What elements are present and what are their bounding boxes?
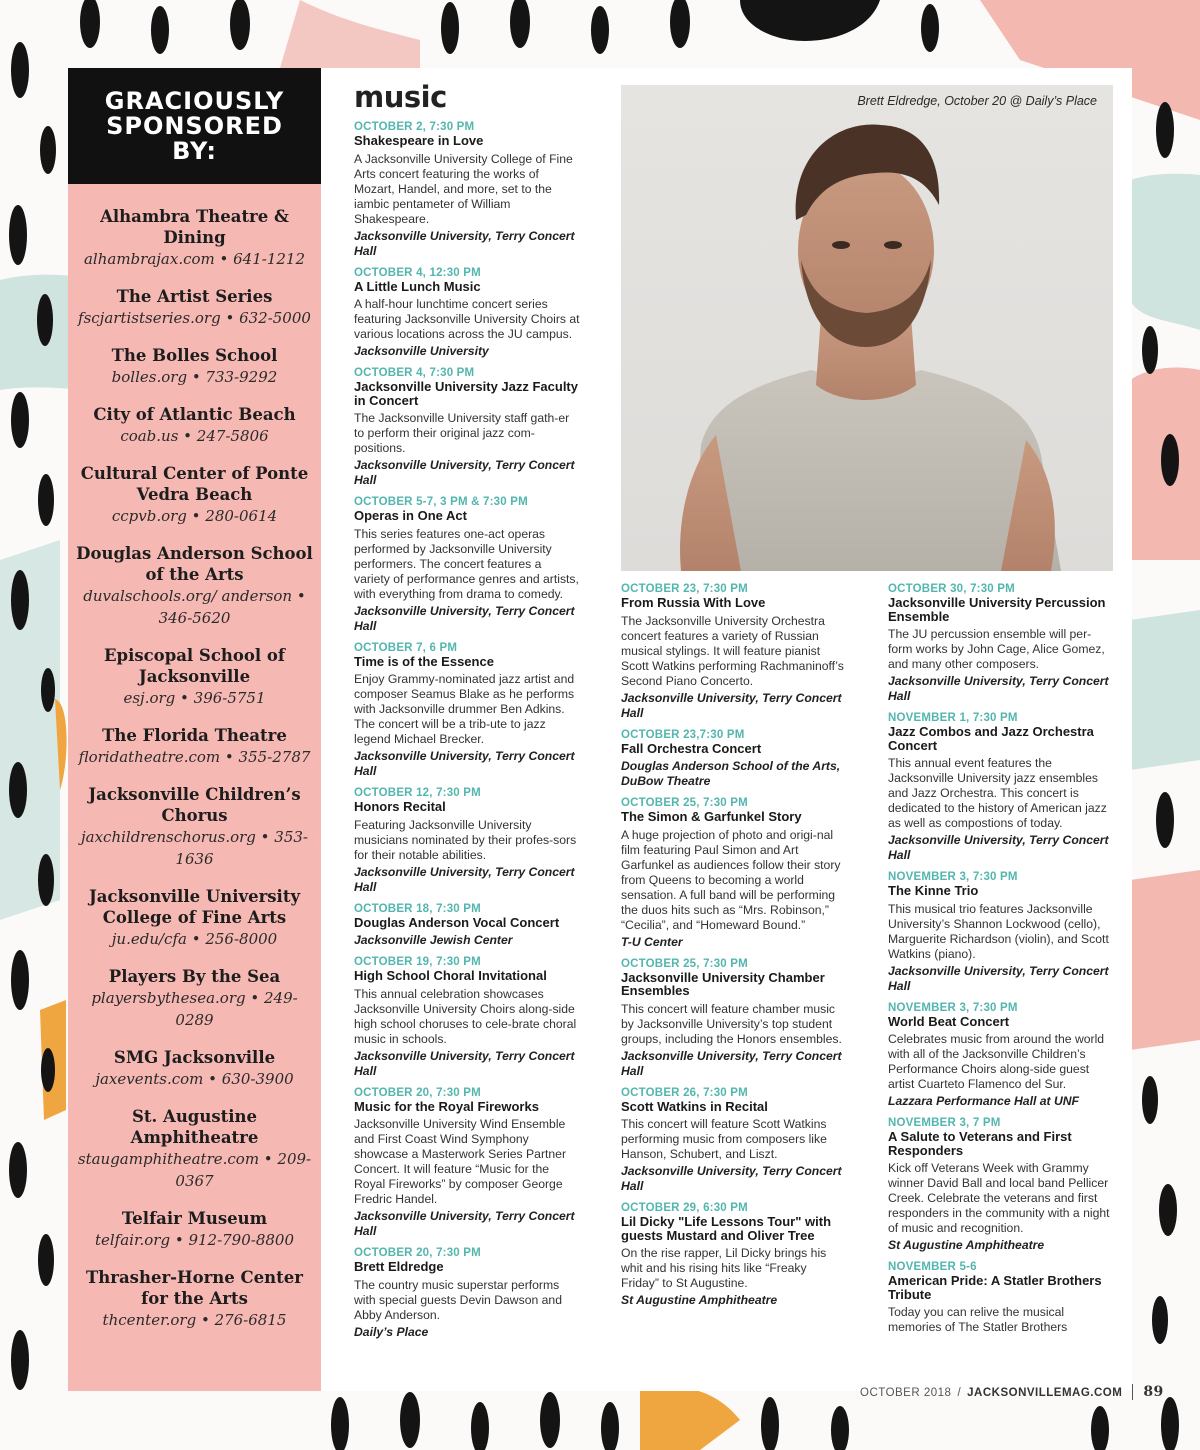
sponsor-name: The Artist Series — [116, 287, 273, 306]
event-date: OCTOBER 25, 7:30 PM — [621, 957, 748, 970]
portrait-illustration — [621, 85, 1113, 571]
event-listing — [621, 797, 847, 950]
events-column-3 — [888, 583, 1114, 1343]
event-venue: Jacksonville University, Terry Concert Hall — [888, 674, 1109, 703]
event-description: On the rise rapper, Lil Dicky brings his whit and his rising hits like “Freaky Friday” to St Augustine. — [621, 1246, 827, 1290]
sponsor-name: Alhambra Theatre & Dining — [100, 207, 289, 247]
event-title: Scott Watkins in Recital — [621, 1098, 768, 1114]
page-footer — [860, 1384, 1164, 1400]
sponsor-item — [76, 404, 313, 447]
event-listing — [354, 1087, 580, 1240]
event-title: Honors Recital — [354, 799, 446, 814]
sponsor-item — [76, 463, 313, 527]
sponsor-name: Jacksonville University College of Fine Arts — [88, 887, 301, 927]
event-listing — [354, 121, 580, 259]
sponsor-heading: GRACIOUSLY SPONSORED BY: — [68, 68, 321, 184]
sponsor-name: St. Augustine Amphitheatre — [130, 1107, 259, 1147]
event-venue: Douglas Anderson School of the Arts, DuBow Theatre — [621, 759, 841, 788]
event-title: Lil Dicky "Life Lessons Tour" with guests Mustard and Oliver Tree — [621, 1214, 832, 1243]
event-date: OCTOBER 20, 7:30 PM — [354, 1247, 481, 1259]
event-date: OCTOBER 5-7, 3 PM & 7:30 PM — [354, 496, 528, 508]
event-date: OCTOBER 18, 7:30 PM — [354, 902, 481, 915]
event-date: OCTOBER 30, 7:30 PM — [888, 583, 1015, 595]
event-date: OCTOBER 19, 7:30 PM — [354, 956, 481, 968]
event-venue: Jacksonville University — [354, 344, 489, 358]
event-description: A half-hour lunchtime concert series featuring Jacksonville University Choirs at various locations across the JU campus. — [354, 297, 580, 341]
event-title: American Pride: A Statler Brothers Tribute — [888, 1273, 1102, 1302]
event-description: The Jacksonville University Orchestra concert features a variety of Russian musical stylings. It will feature pianist Scott Watkins performing Rachmaninoff’s Second Piano Concerto. — [621, 613, 844, 688]
sponsor-contact: floridatheatre.com • 355-2787 — [78, 748, 311, 766]
event-listing — [888, 583, 1114, 704]
event-title: Fall Orchestra Concert — [621, 740, 762, 756]
sponsor-contact: esj.org • 396-5751 — [123, 689, 266, 707]
event-listing — [621, 958, 847, 1079]
sponsor-sidebar — [68, 68, 321, 1391]
page-number: 89 — [1132, 1384, 1163, 1400]
sponsor-contact: duvalschools.org/ anderson • 346-5620 — [83, 587, 306, 627]
event-listing — [354, 496, 580, 634]
sponsor-item — [76, 645, 313, 709]
event-date: OCTOBER 26, 7:30 PM — [621, 1086, 748, 1099]
event-listing — [888, 1002, 1114, 1110]
sponsor-name: The Florida Theatre — [102, 726, 287, 745]
event-listing — [888, 712, 1114, 863]
event-title: Douglas Anderson Vocal Concert — [354, 914, 560, 930]
sponsor-contact: coab.us • 247-5806 — [120, 427, 269, 445]
event-description: The country music superstar performs with special guests Devin Dawson and Abby Anderson. — [354, 1277, 562, 1322]
event-description: The Jacksonville University staff gath-er to perform their original jazz com-positions. — [354, 411, 570, 455]
event-venue: Daily’s Place — [354, 1324, 429, 1339]
footer-issue: OCTOBER 2018 — [860, 1387, 952, 1399]
artist-photo — [621, 85, 1113, 571]
event-venue: Jacksonville University, Terry Concert Hall — [354, 228, 575, 258]
event-listing — [354, 903, 580, 949]
event-listing — [354, 267, 580, 360]
event-date: NOVEMBER 3, 7:30 PM — [888, 871, 1018, 883]
event-date: NOVEMBER 5-6 — [888, 1261, 977, 1273]
event-title: The Simon & Garfunkel Story — [621, 809, 802, 824]
sponsor-item — [76, 886, 313, 950]
event-description: Jacksonville University Wind Ensemble and First Coast Wind Symphony showcase a Masterwork Series Partner Concert. It will feature “Music for the Royal Fireworks” by composer George Fredric Handel. — [354, 1117, 567, 1206]
event-title: Music for the Royal Fireworks — [354, 1098, 539, 1114]
event-listing — [354, 367, 580, 488]
events-column-1 — [354, 121, 580, 1348]
event-description: This musical trio features Jacksonville University’s Shannon Lockwood (cello), Marguerite Richardson (violin), and Scott Watkins (piano). — [888, 901, 1109, 961]
event-description: Today you can relive the musical memories of The Statler Brothers — [888, 1305, 1068, 1334]
sponsor-item — [76, 1047, 313, 1090]
event-title: A Little Lunch Music — [354, 278, 481, 294]
event-listing — [354, 642, 580, 780]
event-title: World Beat Concert — [888, 1013, 1010, 1029]
event-date: OCTOBER 23, 7:30 PM — [621, 583, 748, 595]
event-description: Enjoy Grammy-nominated jazz artist and composer Seamus Blake as he performs with Jacksonville drummer Ben Adkins. The concert will be a trib-ute to jazz legend Michael Brecker. — [354, 672, 575, 746]
event-date: OCTOBER 2, 7:30 PM — [354, 121, 475, 133]
event-venue: Lazzara Performance Hall at UNF — [888, 1094, 1080, 1108]
event-venue: Jacksonville University, Terry Concert Hall — [354, 864, 575, 894]
event-venue: Jacksonville University, Terry Concert Hall — [621, 690, 842, 720]
event-date: OCTOBER 4, 7:30 PM — [354, 367, 475, 379]
sponsor-contact: jaxchildrenschorus.org • 353-1636 — [81, 828, 308, 868]
sponsor-item — [76, 1267, 313, 1331]
sponsor-item — [76, 206, 313, 270]
event-description: Featuring Jacksonville University musicians nominated by their profes-sors for their notable abilities. — [354, 817, 577, 862]
sponsor-contact: jaxevents.com • 630-3900 — [95, 1070, 294, 1088]
sponsor-name: Jacksonville Children’s Chorus — [88, 785, 301, 825]
sponsor-contact: telfair.org • 912-790-8800 — [94, 1231, 295, 1249]
sponsor-contact: fscjartistseries.org • 632-5000 — [78, 309, 311, 327]
sponsor-item — [76, 784, 313, 870]
event-title: Operas in One Act — [354, 508, 467, 523]
sponsor-name: The Bolles School — [111, 346, 278, 365]
sponsor-list — [68, 184, 321, 1331]
event-date: NOVEMBER 3, 7 PM — [888, 1117, 1001, 1129]
event-title: Brett Eldredge — [354, 1259, 444, 1274]
event-listing — [354, 787, 580, 895]
event-title: Jacksonville University Percussion Ensemble — [888, 595, 1106, 624]
event-date: OCTOBER 29, 6:30 PM — [621, 1202, 748, 1214]
events-column-2 — [621, 583, 847, 1316]
event-date: OCTOBER 25, 7:30 PM — [621, 797, 748, 809]
event-title: A Salute to Veterans and First Responders — [888, 1129, 1072, 1158]
sponsor-name: Thrasher-Horne Center for the Arts — [86, 1268, 303, 1308]
sponsor-name: City of Atlantic Beach — [93, 405, 296, 424]
event-venue: St Augustine Amphitheatre — [621, 1293, 778, 1307]
event-venue: St Augustine Amphitheatre — [888, 1238, 1045, 1252]
sponsor-name: Douglas Anderson School of the Arts — [76, 544, 313, 584]
event-description: Celebrates music from around the world with all of the Jacksonville Children’s Performance Choirs along-side guest artist Cuarteto Flamenco del Sur. — [888, 1032, 1105, 1091]
footer-separator: / — [957, 1387, 962, 1399]
event-description: This concert will feature Scott Watkins performing music from composers like Hanson, Schubert, and Liszt. — [621, 1117, 827, 1161]
event-title: The Kinne Trio — [888, 883, 979, 898]
event-title: High School Choral Invitational — [354, 968, 547, 983]
sponsor-name: Episcopal School of Jacksonville — [103, 646, 286, 686]
event-venue: Jacksonville University, Terry Concert Hall — [621, 1164, 842, 1193]
photo-caption: Brett Eldredge, October 20 @ Daily’s Place — [857, 94, 1097, 108]
sponsor-contact: ju.edu/cfa • 256-8000 — [111, 930, 278, 948]
event-title: From Russia With Love — [621, 595, 766, 610]
sponsor-name: SMG Jacksonville — [113, 1048, 276, 1067]
event-venue: T-U Center — [621, 934, 683, 949]
event-listing — [621, 583, 847, 721]
event-venue: Jacksonville University, Terry Concert Hall — [354, 749, 575, 778]
sponsor-item — [76, 1208, 313, 1251]
sponsor-item — [76, 1106, 313, 1192]
event-title: Jacksonville University Chamber Ensembles — [621, 969, 825, 998]
event-venue: Jacksonville University, Terry Concert Hall — [888, 963, 1109, 993]
section-title: music — [354, 80, 447, 114]
event-venue: Jacksonville University, Terry Concert Hall — [621, 1048, 842, 1078]
sponsor-item — [76, 543, 313, 629]
event-description: A Jacksonville University College of Fine Arts concert featuring the works of Mozart, Handel, and more, set to the iambic pentameter of William Shakespeare. — [354, 151, 573, 226]
event-listing — [621, 1087, 847, 1195]
event-date: NOVEMBER 3, 7:30 PM — [888, 1001, 1018, 1014]
event-venue: Jacksonville University, Terry Concert Hall — [354, 458, 575, 487]
event-description: This concert will feature chamber music by Jacksonville University’s top student groups, including the Honors ensembles. — [621, 1001, 842, 1046]
footer-site: JACKSONVILLEMAG.COM — [967, 1387, 1123, 1399]
event-title: Time is of the Essence — [354, 653, 494, 669]
sponsor-contact: ccpvb.org • 280-0614 — [111, 507, 278, 525]
sponsor-item — [76, 725, 313, 768]
sponsor-item — [76, 286, 313, 329]
event-listing — [354, 1247, 580, 1340]
event-listing — [888, 871, 1114, 994]
sponsor-item — [76, 966, 313, 1031]
sponsor-name: Telfair Museum — [121, 1209, 268, 1228]
sponsor-name: Cultural Center of Ponte Vedra Beach — [80, 464, 309, 504]
sponsor-contact: staugamphitheatre.com • 209-0367 — [77, 1150, 312, 1190]
event-venue: Jacksonville University, Terry Concert Hall — [354, 1048, 575, 1078]
event-venue: Jacksonville University, Terry Concert Hall — [888, 833, 1109, 862]
event-title: Shakespeare in Love — [354, 133, 484, 148]
event-description: This series features one-act operas performed by Jacksonville University performers. The concert features a variety of performance genres and artists, with everything from drama to comedy. — [354, 526, 579, 601]
event-venue: Jacksonville Jewish Center — [354, 933, 513, 947]
event-date: OCTOBER 7, 6 PM — [354, 641, 458, 654]
event-listing — [621, 1202, 847, 1308]
event-description: A huge projection of photo and origi-nal film featuring Paul Simon and Art Garfunkel as audiences follow their story from Queens to becoming a world sensation. A full band will be performing the duos hits such as “Mrs. Robinson,” “Cecilia”, and “Homeward Bound.” — [621, 827, 841, 932]
event-title: Jazz Combos and Jazz Orchestra Concert — [888, 724, 1094, 753]
sponsor-contact: bolles.org • 733-9292 — [111, 368, 278, 386]
event-listing — [621, 729, 847, 790]
event-description: The JU percussion ensemble will per-form works by John Cage, Alice Gomez, and many other composers. — [888, 627, 1105, 671]
event-venue: Jacksonville University, Terry Concert Hall — [354, 603, 575, 633]
event-listing — [888, 1117, 1114, 1253]
event-description: Kick off Veterans Week with Grammy winner David Ball and local band Pellicer Creek. Celebrate the veterans and first responders in the community with a night of music and recognition. — [888, 1161, 1110, 1235]
event-date: OCTOBER 23,7:30 PM — [621, 728, 745, 741]
sponsor-contact: playersbythesea.org • 249-0289 — [91, 989, 298, 1029]
event-venue: Jacksonville University, Terry Concert Hall — [354, 1209, 575, 1238]
event-date: OCTOBER 12, 7:30 PM — [354, 787, 481, 799]
event-date: NOVEMBER 1, 7:30 PM — [888, 712, 1018, 724]
sponsor-contact: alhambrajax.com • 641-1212 — [83, 250, 305, 268]
event-description: This annual event features the Jacksonville University jazz ensembles and Jazz Orchestra. This concert is dedicated to the history of American jazz as well as compostions of today. — [888, 756, 1107, 830]
event-listing — [888, 1261, 1114, 1335]
event-description: This annual celebration showcases Jacksonville University Choirs along-side high school choruses to cele-brate choral music in schools. — [354, 986, 577, 1046]
event-date: OCTOBER 20, 7:30 PM — [354, 1086, 481, 1099]
event-listing — [354, 956, 580, 1079]
sponsor-item — [76, 345, 313, 388]
event-date: OCTOBER 4, 12:30 PM — [354, 266, 481, 279]
event-title: Jacksonville University Jazz Faculty in Concert — [354, 379, 578, 408]
sponsor-contact: thcenter.org • 276-6815 — [102, 1311, 287, 1329]
sponsor-name: Players By the Sea — [108, 967, 281, 986]
